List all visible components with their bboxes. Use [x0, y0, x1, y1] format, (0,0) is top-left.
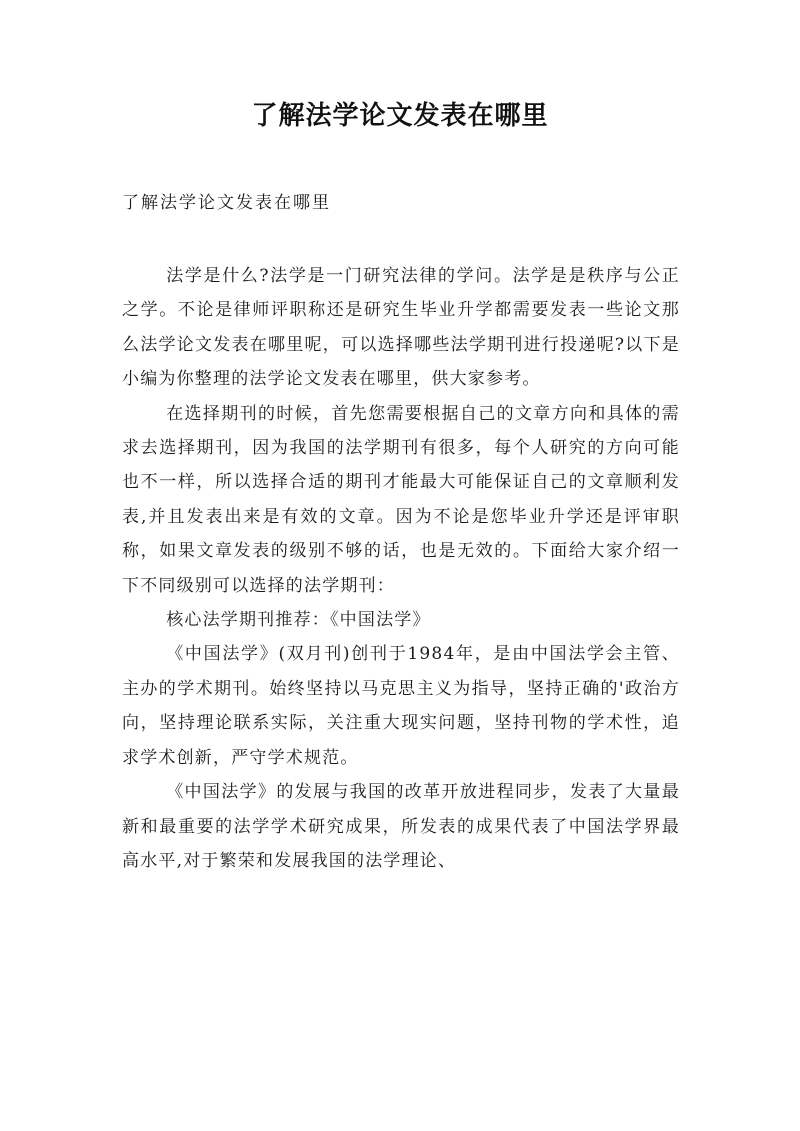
paragraph-journal-development: 《中国法学》的发展与我国的改革开放进程同步，发表了大量最新和最重要的法学学术研究成果，所发表的成果代表了中国法学界最高水平,对于繁荣和发展我国的法学理论、 — [122, 782, 680, 871]
document-title: 了解法学论文发表在哪里 — [251, 101, 549, 131]
paragraph-journal-selection: 在选择期刊的时候，首先您需要根据自己的文章方向和具体的需求去选择期刊，因为我国的法学期刊有很多，每个人研究的方向可能也不一样，所以选择合适的期刊才能最大可能保证自己的文章顺利发表,并且发表出来是有效的文章。因为不论是您毕业升学还是评审职称，如果文章发表的级别不够的话，也是无效的。下面给大家介绍一下不同级别可以选择的法学期刊： — [122, 403, 680, 596]
document-body — [122, 259, 680, 878]
paragraph-intro: 法学是什么?法学是一门研究法律的学问。法学是是秩序与公正之学。不论是律师评职称还是研究生毕业升学都需要发表一些论文那么法学论文发表在哪里呢，可以选择哪些法学期刊进行投递呢?以下是小编为你整理的法学论文发表在哪里，供大家参考。 — [122, 266, 680, 390]
paragraph-journal-description: 《中国法学》(双月刊)创刊于1984年，是由中国法学会主管、主办的学术期刊。始终坚持以马克思主义为指导，坚持正确的'政治方向，坚持理论联系实际，关注重大现实问题，坚持刊物的学术性，追求学术创新，严守学术规范。 — [122, 644, 680, 768]
paragraph-core-journal-heading: 核心法学期刊推荐：《中国法学》 — [166, 610, 431, 631]
document-subtitle: 了解法学论文发表在哪里 — [122, 193, 331, 213]
